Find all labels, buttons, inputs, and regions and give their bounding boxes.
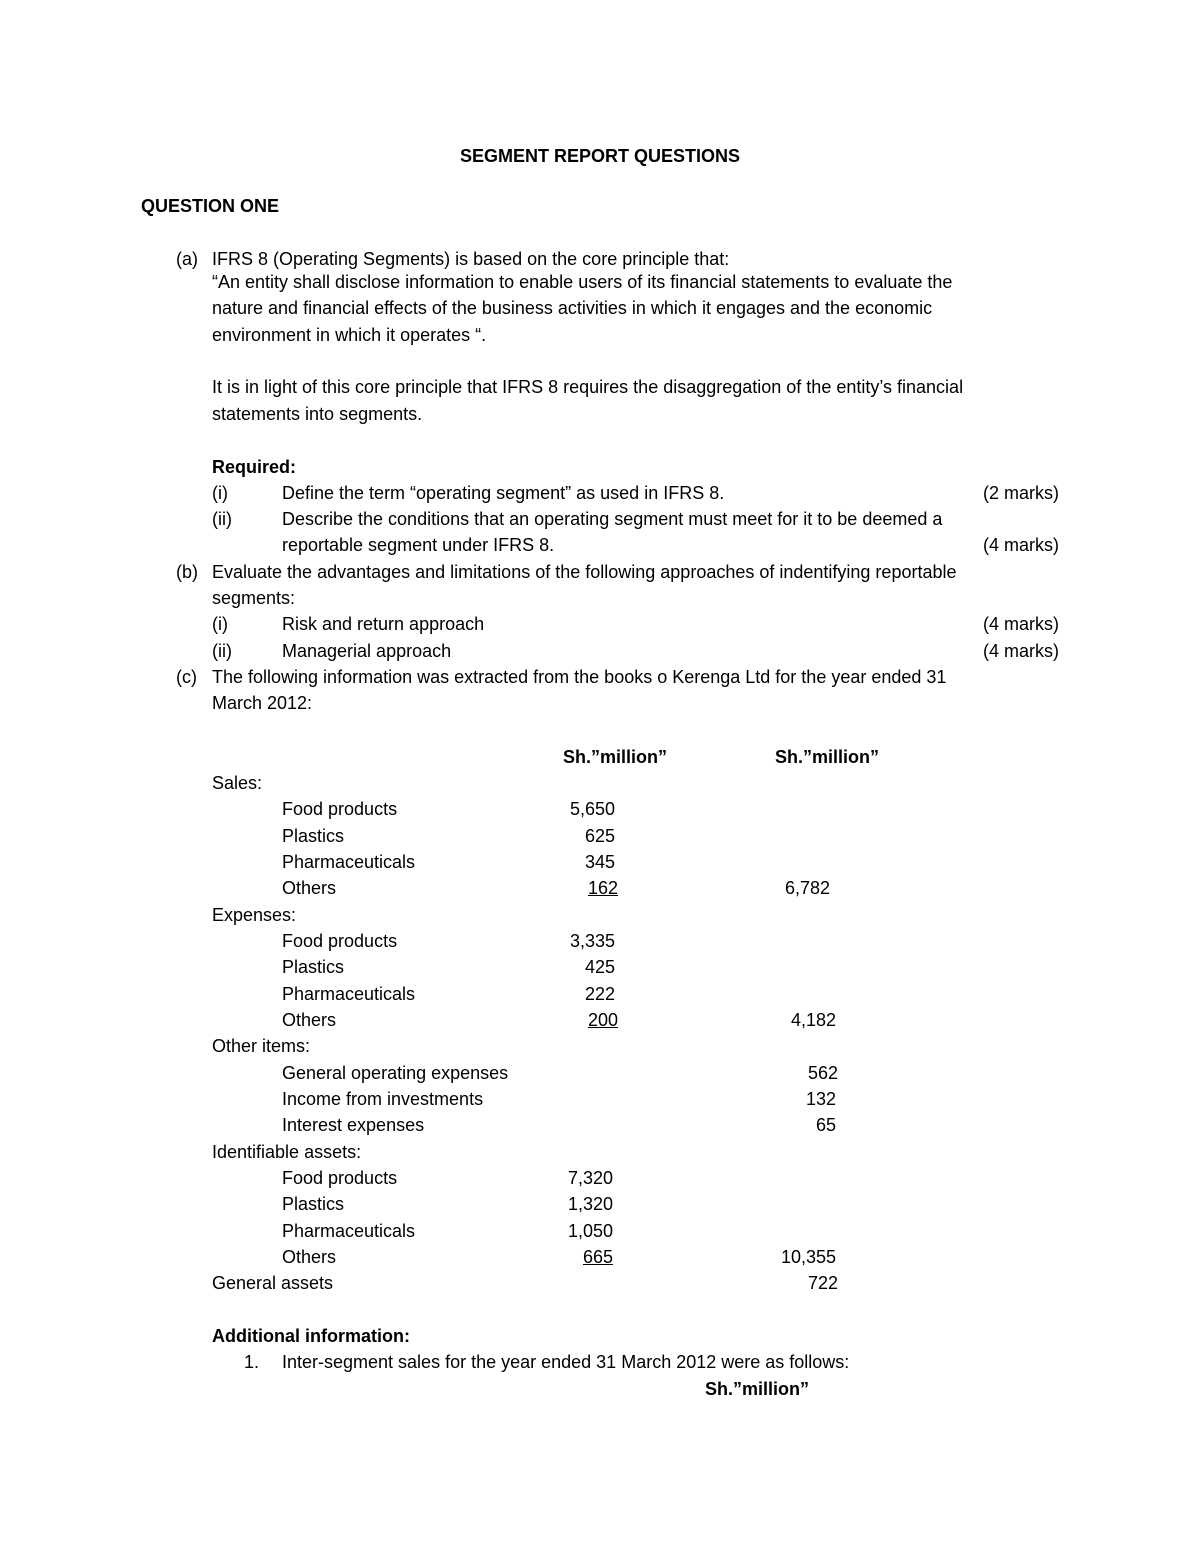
item-number: (i) [212,614,228,634]
additional-heading: Additional information: [212,1326,410,1346]
part-a-paragraph-line: It is in light of this core principle that IFRS 8 requires the disaggregation of the entity’s financial [212,377,964,397]
column-header: Sh.”million” [705,1379,810,1399]
part-a-paragraph-line: statements into segments. [212,404,423,424]
row-label: Others [282,1247,337,1267]
row-label: Food products [282,1168,398,1188]
row-label: Interest expenses [282,1115,425,1135]
item-text: Risk and return approach [282,614,485,634]
row-value: 665 [582,1247,613,1267]
item-number: (ii) [212,641,232,661]
row-value: 3,335 [569,931,615,951]
row-label: Plastics [282,1194,345,1214]
item-text: Describe the conditions that an operating segment must meet for it to be deemed a [282,509,943,529]
section-heading: Expenses: [212,905,297,925]
row-total: 562 [807,1063,838,1083]
part-a-quote-line: “An entity shall disclose information to enable users of its financial statements to evaluate the [212,272,953,292]
row-label: Pharmaceuticals [282,852,416,872]
item-number: (i) [212,483,228,503]
list-item: Inter-segment sales for the year ended 31 March 2012 were as follows: [282,1352,850,1372]
row-value: 7,320 [567,1168,613,1188]
question-heading: QUESTION ONE [141,196,280,216]
part-a-label: (a) [176,249,198,269]
part-c-label: (c) [176,667,197,687]
row-label: Others [282,1010,337,1030]
row-label: Plastics [282,957,345,977]
part-a-quote-line: nature and financial effects of the business activities in which it engages and the economic [212,298,933,318]
row-total: 65 [815,1115,836,1135]
marks-label: (4 marks) [983,641,1059,661]
row-label: Plastics [282,826,345,846]
row-total: 6,782 [784,878,830,898]
row-total: 4,182 [790,1010,836,1030]
part-b-line: segments: [212,588,296,608]
row-label: Income from investments [282,1089,484,1109]
part-a-intro: IFRS 8 (Operating Segments) is based on the core principle that: [212,249,730,269]
row-label: Pharmaceuticals [282,984,416,1004]
section-heading: Identifiable assets: [212,1142,362,1162]
row-value: 162 [587,878,618,898]
marks-label: (4 marks) [983,614,1059,634]
part-c-line: March 2012: [212,693,313,713]
marks-label: (4 marks) [983,535,1059,555]
row-value: 345 [584,852,615,872]
row-label: General operating expenses [282,1063,509,1083]
row-total: 10,355 [780,1247,836,1267]
item-text: Define the term “operating segment” as used in IFRS 8. [282,483,725,503]
row-label: Food products [282,799,398,819]
item-text: reportable segment under IFRS 8. [282,535,555,555]
row-value: 1,050 [567,1221,613,1241]
column-header: Sh.”million” [775,747,880,767]
row-total: 132 [805,1089,836,1109]
general-assets-label: General assets [212,1273,334,1293]
row-value: 425 [584,957,615,977]
section-heading: Sales: [212,773,263,793]
part-a-quote-line: environment in which it operates “. [212,325,487,345]
marks-label: (2 marks) [983,483,1059,503]
section-heading: Other items: [212,1036,311,1056]
row-value: 1,320 [567,1194,613,1214]
list-number: 1. [244,1352,260,1372]
item-number: (ii) [212,509,232,529]
required-label: Required: [212,457,297,477]
row-value: 5,650 [569,799,615,819]
row-label: Food products [282,931,398,951]
part-b-line: Evaluate the advantages and limitations of the following approaches of indentifying reportable [212,562,957,582]
page-title: SEGMENT REPORT QUESTIONS [460,146,741,166]
column-header: Sh.”million” [563,747,668,767]
part-c-line: The following information was extracted from the books o Kerenga Ltd for the year ended 31 [212,667,947,687]
row-value: 625 [584,826,615,846]
general-assets-value: 722 [807,1273,838,1293]
row-value: 222 [584,984,615,1004]
part-b-label: (b) [176,562,198,582]
row-label: Others [282,878,337,898]
row-label: Pharmaceuticals [282,1221,416,1241]
row-value: 200 [587,1010,618,1030]
item-text: Managerial approach [282,641,452,661]
